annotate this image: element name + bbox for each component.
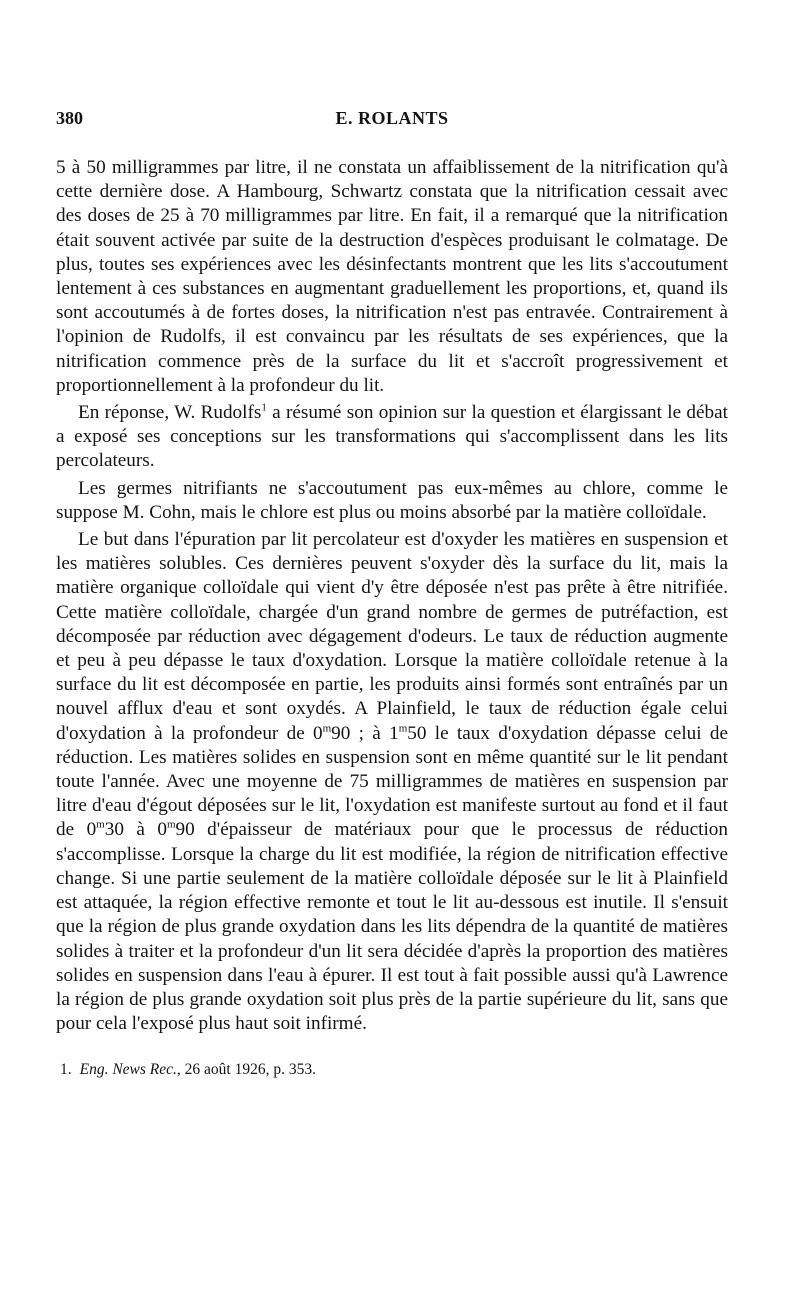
body-text [56,156,728,1036]
paragraph-4-text-start: Le but dans l'épuration par lit percolateur est d'oxyder les matières en suspension et les matières solubles. Ces dernières peuvent s'oxyder dès la surface du lit, mais la matière organique colloïdale qui vient d'y être déposée n'est pas prête à être nitrifiée. Cette matière colloïdale, chargée d'un grand nombre de germes de putréfaction, est décomposée par réduction avec dégagement d'odeurs. Le taux de réduction augmente et peu à peu dépasse le taux d'oxydation. Lorsque la matière colloïdale retenue à la surface du lit est décomposée en partie, les produits ainsi formés sont entraînés par un nouvel afflux d'eau et sont oxydés. A Plainfield, le taux de réduction égale celui d'oxydation à la profondeur de 0 [56,529,728,744]
running-head: E. ROLANTS [335,108,449,128]
page [56,104,728,1080]
page-number: 380 [56,108,83,128]
paragraph-2-text-end: a résumé son opinion sur la question et élargissant le débat a exposé ses conceptions sur les transformations qui s'accomplissent dans les lits percolateurs. [56,402,728,472]
footnote-citation: , 26 août 1926, p. 353. [176,1061,316,1079]
paragraph-2 [56,401,728,474]
paragraph-3 [56,477,728,525]
paragraph-2-text-start: En réponse, W. Rudolfs [78,402,262,424]
footnote [56,1060,728,1080]
footnote-number: 1. [60,1061,72,1079]
paragraph-1 [56,156,728,398]
paragraph-4 [56,528,728,1036]
unit-superscript: m [166,819,176,832]
unit-superscript: m [322,722,332,735]
paragraph-3-text: Les germes nitrifiants ne s'accoutument pas eux-mêmes au chlore, comme le suppose M. Cohn, mais le chlore est plus ou moins absorbé par la matière colloïdale. [56,477,728,523]
page-header [56,104,728,134]
paragraph-4-text-part-4: 30 à 0 [104,819,167,841]
footnote-ref: 1 [261,401,267,414]
unit-superscript: m [398,722,408,735]
paragraph-4-text-part-2: 90 ; à 1 [331,722,399,744]
unit-superscript: m [96,819,105,832]
paragraph-1-text: 5 à 50 milligrammes par litre, il ne constata un affaiblissement de la nitrification qu'à cette dernière dose. A Hambourg, Schwartz constata que la nitrification cessait avec des doses de 25 à 70 milligrammes par litre. En fait, il a remarqué que la nitrification était souvent activée par suite de la destruction d'espèces produisant le colmatage. De plus, toutes ses expériences avec les désinfectants montrent que les lits s'accoutument lentement à ces substances en augmentant graduellement les proportions, et, quand ils sont accoutumés à de fortes doses, la nitrification n'est pas entravée. Contrairement à l'opinion de Rudolfs, il est convaincu par les résultats de ses expériences, que la nitrification commence près de la surface du lit et s'accroît progressivement et proportionnellement à la profondeur du lit. [56,157,728,396]
footnote-journal: Eng. News Rec. [79,1061,177,1079]
paragraph-4-text-part-3: 50 le taux d'oxydation dépasse celui de réduction. Les matières solides en suspension sont en même quantité sur le lit pendant toute l'année. Avec une moyenne de 75 milligrammes de matières en suspension par litre d'eau d'égout déposées sur le lit, l'oxydation est manifeste surtout au fond et il faut de 0 [56,722,728,841]
paragraph-4-text-end: 90 d'épaisseur de matériaux pour que le processus de réduction s'accomplisse. Lorsque la charge du lit est modifiée, la région de nitrification effective change. Si une partie seulement de la matière colloïdale déposée sur le lit à Plainfield est attaquée, la région effective remonte et tout le lit au-dessous est inutile. Il s'ensuit que la région de plus grande oxydation dans les lits dépendra de la quantité de matières solides à traiter et la profondeur d'un lit sera décidée d'après la proportion des matières solides en suspension dans l'eau à épurer. Il est tout à fait possible aussi qu'à Lawrence la région de plus grande oxydation soit plus près de la partie supérieure du lit, sans que pour cela l'exposé plus haut soit infirmé. [56,819,728,1035]
